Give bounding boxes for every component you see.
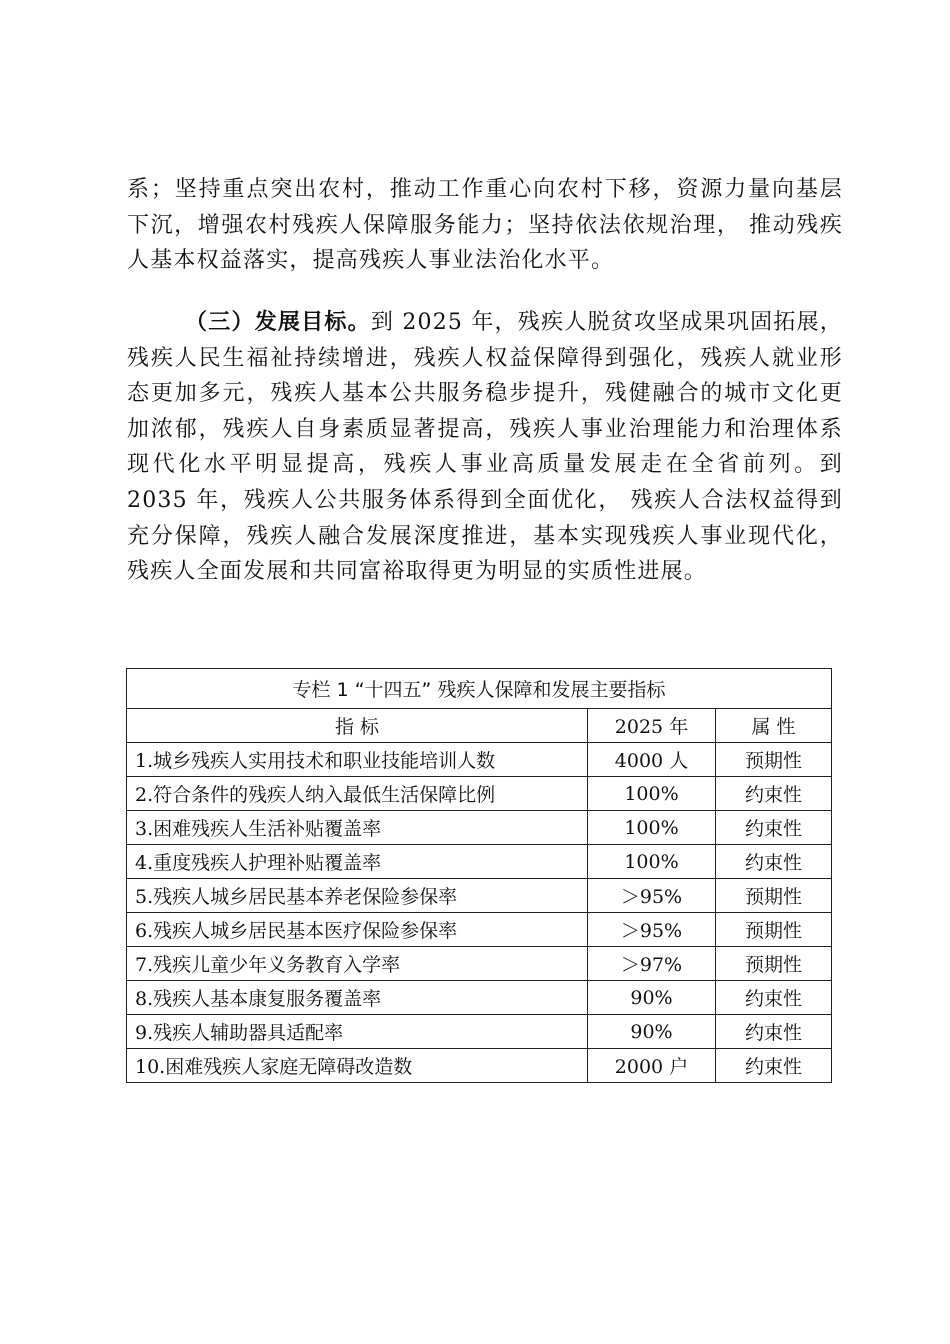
attribute-cell: 预期性 <box>716 743 832 777</box>
value-cell: 2000 户 <box>588 1049 716 1083</box>
goals-body-text: 到 2025 年，残疾人脱贫攻坚成果巩固拓展，残疾人民生福祉持续增进，残疾人权益保障得到强化，残疾人就业形态更加多元，残疾人基本公共服务稳步提升，残健融合的城市文化更加浓郁，残疾人自身素质显著提高，残疾人事业治理能力和治理体系现代化水平明显提高，残疾人事业高质量发展走在全省前列。到 2035 年，残疾人公共服务体系得到全面优化， 残疾人合法权益得到充分保障，残疾人融合发展深度推进，基本实现残疾人事业现代化，残疾人全面发展和共同富裕取得更为明显的实质性进展。 <box>127 310 843 585</box>
value-cell: 4000 人 <box>588 743 716 777</box>
value-cell: ＞95% <box>588 913 716 947</box>
table-row <box>127 777 832 811</box>
attribute-cell: 预期性 <box>716 879 832 913</box>
indicator-cell: 2.符合条件的残疾人纳入最低生活保障比例 <box>127 777 588 811</box>
indicator-cell: 7.残疾儿童少年义务教育入学率 <box>127 947 588 981</box>
indicators-table <box>126 668 832 1083</box>
table-row <box>127 1049 832 1083</box>
table-row <box>127 981 832 1015</box>
indicator-cell: 3.困难残疾人生活补贴覆盖率 <box>127 811 588 845</box>
table-row <box>127 879 832 913</box>
indicator-cell: 1.城乡残疾人实用技术和职业技能培训人数 <box>127 743 588 777</box>
header-attribute: 属 性 <box>716 709 832 743</box>
attribute-cell: 约束性 <box>716 845 832 879</box>
value-cell: 100% <box>588 811 716 845</box>
header-year-2025: 2025 年 <box>588 709 716 743</box>
attribute-cell: 约束性 <box>716 1015 832 1049</box>
header-indicator: 指 标 <box>127 709 588 743</box>
attribute-cell: 约束性 <box>716 1049 832 1083</box>
indicator-cell: 6.残疾人城乡居民基本医疗保险参保率 <box>127 913 588 947</box>
paragraph-principles: 系；坚持重点突出农村，推动工作重心向农村下移，资源力量向基层下沉，增强农村残疾人保障服务能力；坚持依法依规治理， 推动残疾人基本权益落实，提高残疾人事业法治化水平。 <box>127 177 843 274</box>
table-row <box>127 1015 832 1049</box>
value-cell: 100% <box>588 845 716 879</box>
value-cell: ＞97% <box>588 947 716 981</box>
attribute-cell: 预期性 <box>716 947 832 981</box>
indicator-cell: 9.残疾人辅助器具适配率 <box>127 1015 588 1049</box>
attribute-cell: 约束性 <box>716 981 832 1015</box>
table-row <box>127 845 832 879</box>
table-row <box>127 913 832 947</box>
attribute-cell: 约束性 <box>716 777 832 811</box>
value-cell: 90% <box>588 1015 716 1049</box>
indicator-cell: 8.残疾人基本康复服务覆盖率 <box>127 981 588 1015</box>
indicator-cell: 4.重度残疾人护理补贴覆盖率 <box>127 845 588 879</box>
paragraph-development-goals <box>127 305 843 590</box>
attribute-cell: 约束性 <box>716 811 832 845</box>
value-cell: 90% <box>588 981 716 1015</box>
attribute-cell: 预期性 <box>716 913 832 947</box>
table-header-row <box>127 709 832 743</box>
table-row <box>127 743 832 777</box>
indicator-cell: 5.残疾人城乡居民基本养老保险参保率 <box>127 879 588 913</box>
table-row <box>127 811 832 845</box>
value-cell: 100% <box>588 777 716 811</box>
indicator-cell: 10.困难残疾人家庭无障碍改造数 <box>127 1049 588 1083</box>
value-cell: ＞95% <box>588 879 716 913</box>
section-heading-goals: （三）发展目标。 <box>185 310 371 335</box>
table-row <box>127 947 832 981</box>
table-caption: 专栏 1 “十四五” 残疾人保障和发展主要指标 <box>127 669 832 709</box>
table-caption-row <box>127 669 832 709</box>
